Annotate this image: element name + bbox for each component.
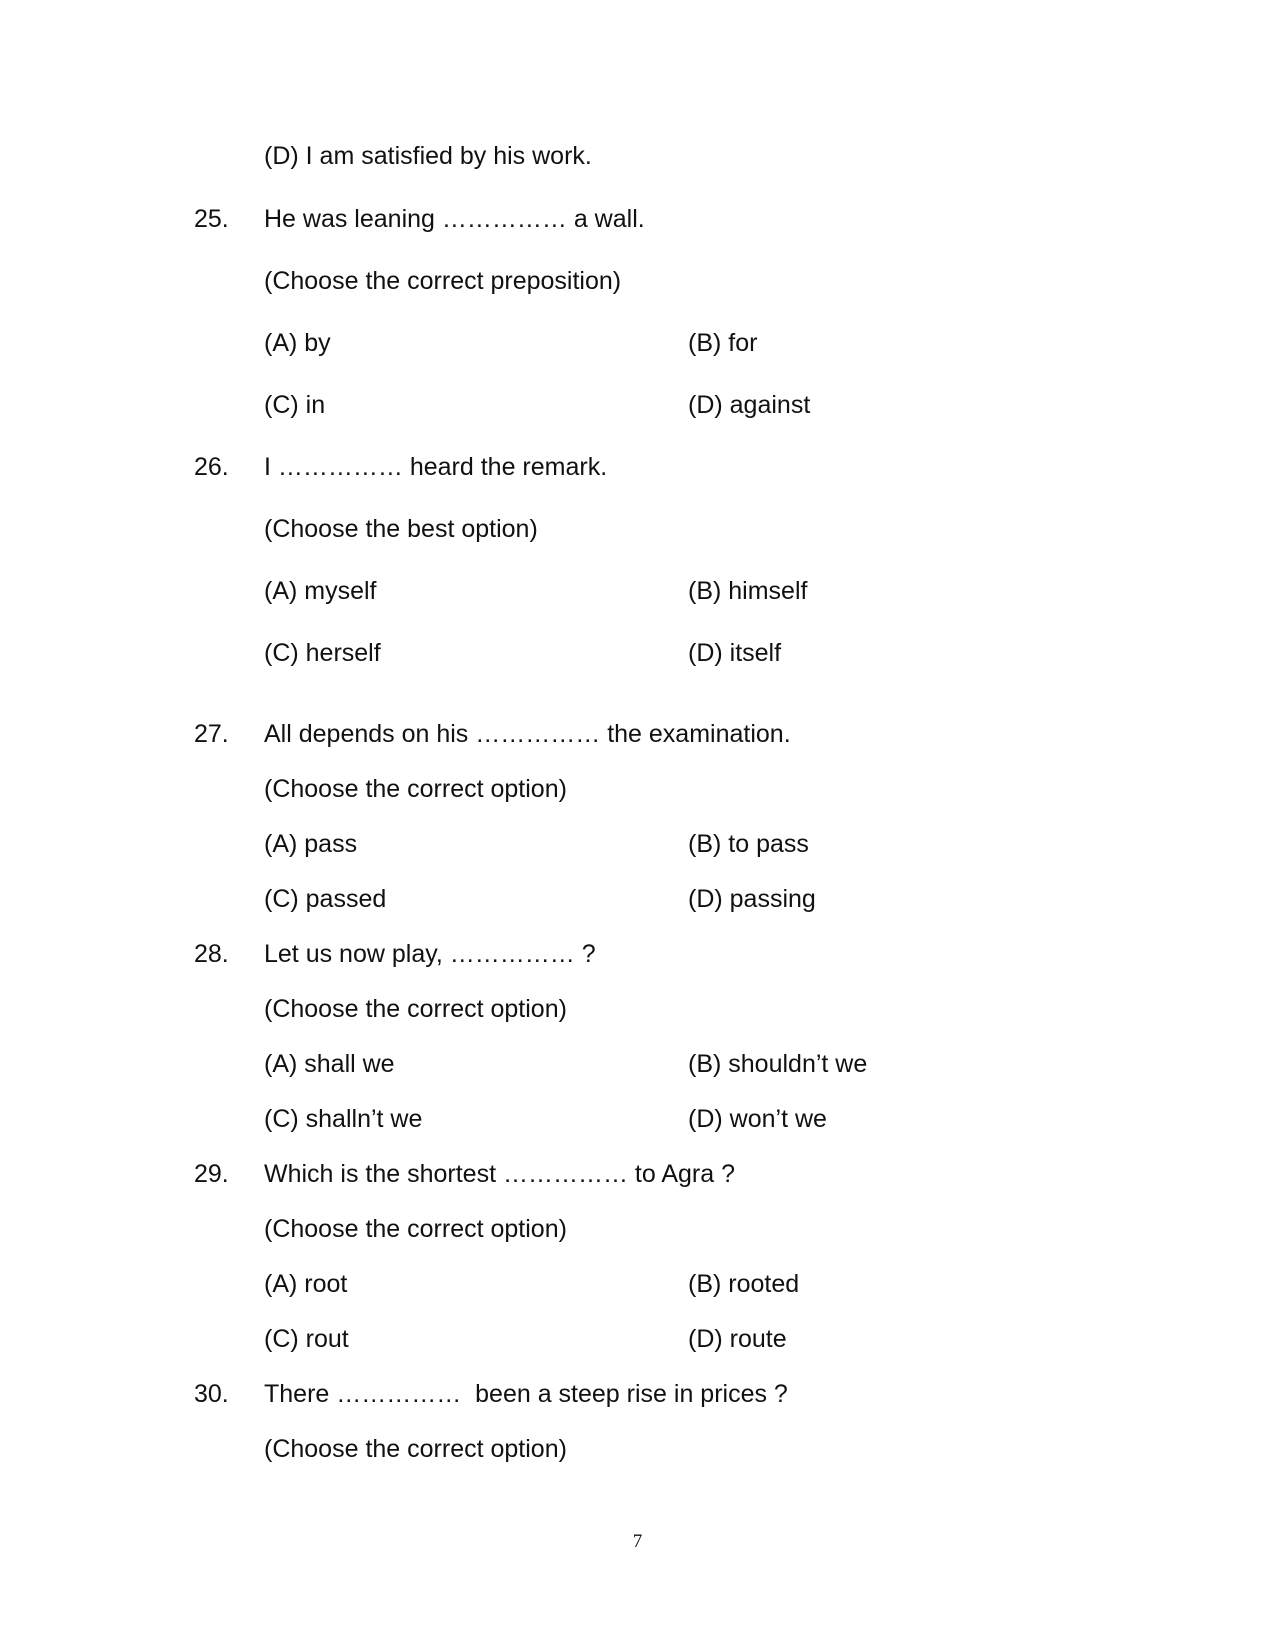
question-text: I …………… heard the remark. xyxy=(264,453,608,481)
option-d: (D) route xyxy=(688,1325,787,1353)
question-text: He was leaning …………… a wall. xyxy=(264,205,645,233)
question-text: All depends on his …………… the examination. xyxy=(264,720,791,748)
question-text: Which is the shortest …………… to Agra ? xyxy=(264,1160,735,1188)
option-a: (A) pass xyxy=(264,830,358,858)
option-b: (B) for xyxy=(688,329,758,357)
question-instruction: (Choose the correct preposition) xyxy=(264,267,622,295)
page-number: 7 xyxy=(632,1531,643,1552)
question-number: 27. xyxy=(194,720,229,748)
question-instruction: (Choose the correct option) xyxy=(264,1435,567,1463)
option-d: (D) passing xyxy=(688,885,816,913)
option-a: (A) myself xyxy=(264,577,377,605)
option-b: (B) rooted xyxy=(688,1270,800,1298)
question-number: 30. xyxy=(194,1380,229,1408)
question-number: 28. xyxy=(194,940,229,968)
option-d: (D) won’t we xyxy=(688,1105,827,1133)
option-c: (C) shalln’t we xyxy=(264,1105,423,1133)
option-a: (A) root xyxy=(264,1270,348,1298)
option-c: (C) herself xyxy=(264,639,381,667)
question-instruction: (Choose the best option) xyxy=(264,515,538,543)
question-instruction: (Choose the correct option) xyxy=(264,1215,567,1243)
question-number: 29. xyxy=(194,1160,229,1188)
option-d: (D) itself xyxy=(688,639,782,667)
option-b: (B) himself xyxy=(688,577,808,605)
option-d: (D) against xyxy=(688,391,811,419)
option-b: (B) to pass xyxy=(688,830,809,858)
option-a: (A) shall we xyxy=(264,1050,395,1078)
question-text: There …………… been a steep rise in prices ? xyxy=(264,1380,788,1408)
option-c: (C) in xyxy=(264,391,326,419)
question-number: 25. xyxy=(194,205,229,233)
option-c: (C) passed xyxy=(264,885,387,913)
option-a: (A) by xyxy=(264,329,331,357)
option-b: (B) shouldn’t we xyxy=(688,1050,868,1078)
question-instruction: (Choose the correct option) xyxy=(264,995,567,1023)
previous-question-option-d: (D) I am satisfied by his work. xyxy=(264,142,592,170)
option-c: (C) rout xyxy=(264,1325,349,1353)
question-text: Let us now play, …………… ? xyxy=(264,940,596,968)
question-instruction: (Choose the correct option) xyxy=(264,775,567,803)
question-number: 26. xyxy=(194,453,229,481)
